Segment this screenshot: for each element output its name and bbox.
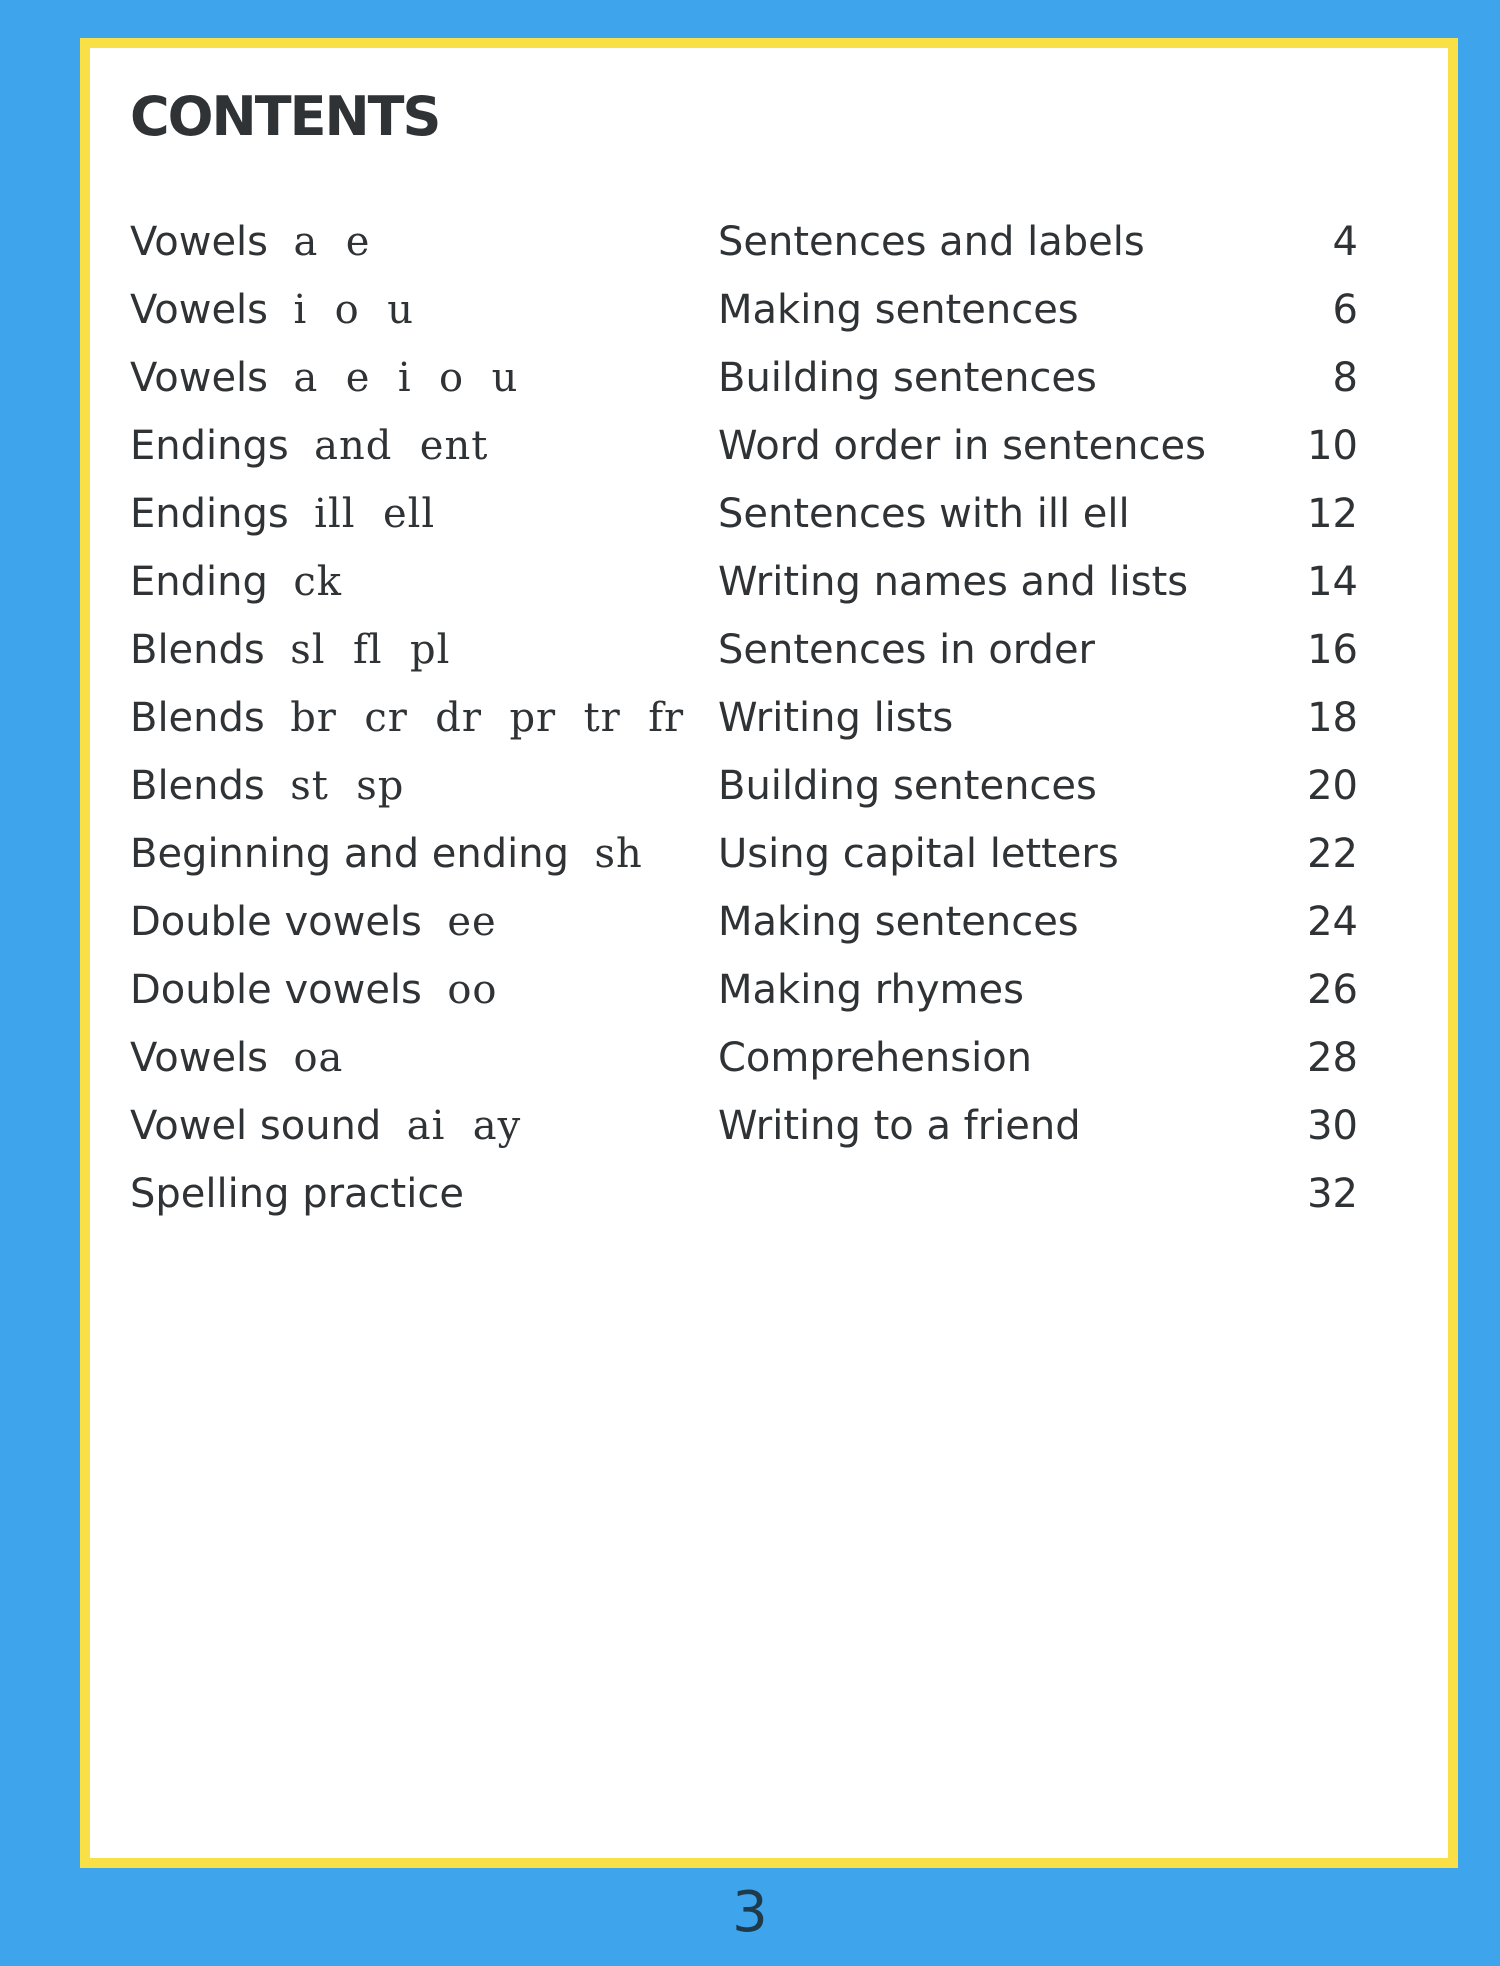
contents-row [0,824,1500,884]
contents-row [0,688,1500,748]
topic-label: Endings [130,423,289,469]
topic-letters: a e i o u [293,355,519,401]
contents-row [0,280,1500,340]
topic-label: Blends [130,763,265,809]
contents-row [0,212,1500,272]
contents-row [0,620,1500,680]
topic-label: Vowels [130,355,269,401]
page-number: 8 [1332,355,1358,401]
topic [130,1164,489,1224]
topic-label: Vowels [130,287,269,333]
activity-title: Building sentences [718,355,1097,401]
page-number: 20 [1307,763,1358,809]
topic-letters: oa [293,1035,344,1081]
folio-page-number: 3 [732,1880,768,1945]
topic-letters: a e [293,219,371,265]
contents-row [0,960,1500,1020]
activity-title: Making sentences [718,899,1079,945]
activity-title: Writing names and lists [718,559,1189,605]
activity-title: Word order in sentences [718,423,1206,469]
topic [130,892,497,952]
page-number: 32 [1307,1171,1358,1217]
topic-letters: oo [447,967,498,1013]
topic-letters: ill ell [314,491,436,537]
topic-label: Vowel sound [130,1103,382,1149]
topic [130,1096,521,1156]
topic-label: Blends [130,695,265,741]
topic-label: Vowels [130,219,269,265]
contents-row [0,1028,1500,1088]
topic-letters: ai ay [406,1103,522,1149]
topic [130,1028,343,1088]
topic [130,212,370,272]
activity-title: Comprehension [718,1035,1033,1081]
page-number: 18 [1307,695,1358,741]
page-number: 4 [1332,219,1358,265]
topic-label: Blends [130,627,265,673]
topic-label: Beginning and ending [130,831,570,877]
activity-title: Sentences in order [718,627,1095,673]
page-number: 16 [1307,627,1358,673]
topic-label: Spelling practice [130,1171,464,1217]
contents-row [0,756,1500,816]
contents-row [0,348,1500,408]
topic-label: Endings [130,491,289,537]
topic [130,824,643,884]
activity-title: Writing lists [718,695,954,741]
topic [130,280,414,340]
contents-title: CONTENTS [130,85,440,148]
contents-row [0,1096,1500,1156]
topic-label: Ending [130,559,268,605]
topic-label: Double vowels [130,899,422,945]
topic [130,960,497,1020]
topic [130,552,342,612]
page-number: 12 [1307,491,1358,537]
contents-row [0,1164,1500,1224]
activity-title: Making rhymes [718,967,1024,1013]
topic [130,348,518,408]
topic [130,416,488,476]
topic-letters: and ent [314,423,489,469]
activity-title: Writing to a friend [718,1103,1081,1149]
page-number: 28 [1307,1035,1358,1081]
page-number: 10 [1307,423,1358,469]
page-number: 26 [1307,967,1358,1013]
topic [130,484,435,544]
page-number: 6 [1332,287,1358,333]
topic-letters: br cr dr pr tr fr [290,695,685,741]
contents-row [0,552,1500,612]
topic-letters: sl fl pl [290,627,451,673]
page-number: 22 [1307,831,1358,877]
contents-row [0,416,1500,476]
activity-title: Sentences and labels [718,219,1145,265]
topic-letters: st sp [290,763,405,809]
activity-title: Building sentences [718,763,1097,809]
activity-title: Using capital letters [718,831,1119,877]
topic-letters: ck [293,559,342,605]
topic-label: Vowels [130,1035,269,1081]
page-number: 30 [1307,1103,1358,1149]
topic-label: Double vowels [130,967,422,1013]
topic [130,756,404,816]
topic-letters: sh [594,831,643,877]
topic-letters: i o u [293,287,414,333]
activity-title: Making sentences [718,287,1079,333]
page-number: 14 [1307,559,1358,605]
topic [130,688,684,748]
page-number: 24 [1307,899,1358,945]
topic-letters: ee [447,899,497,945]
activity-title: Sentences with ill ell [718,491,1130,537]
contents-row [0,484,1500,544]
contents-row [0,892,1500,952]
topic [130,620,450,680]
